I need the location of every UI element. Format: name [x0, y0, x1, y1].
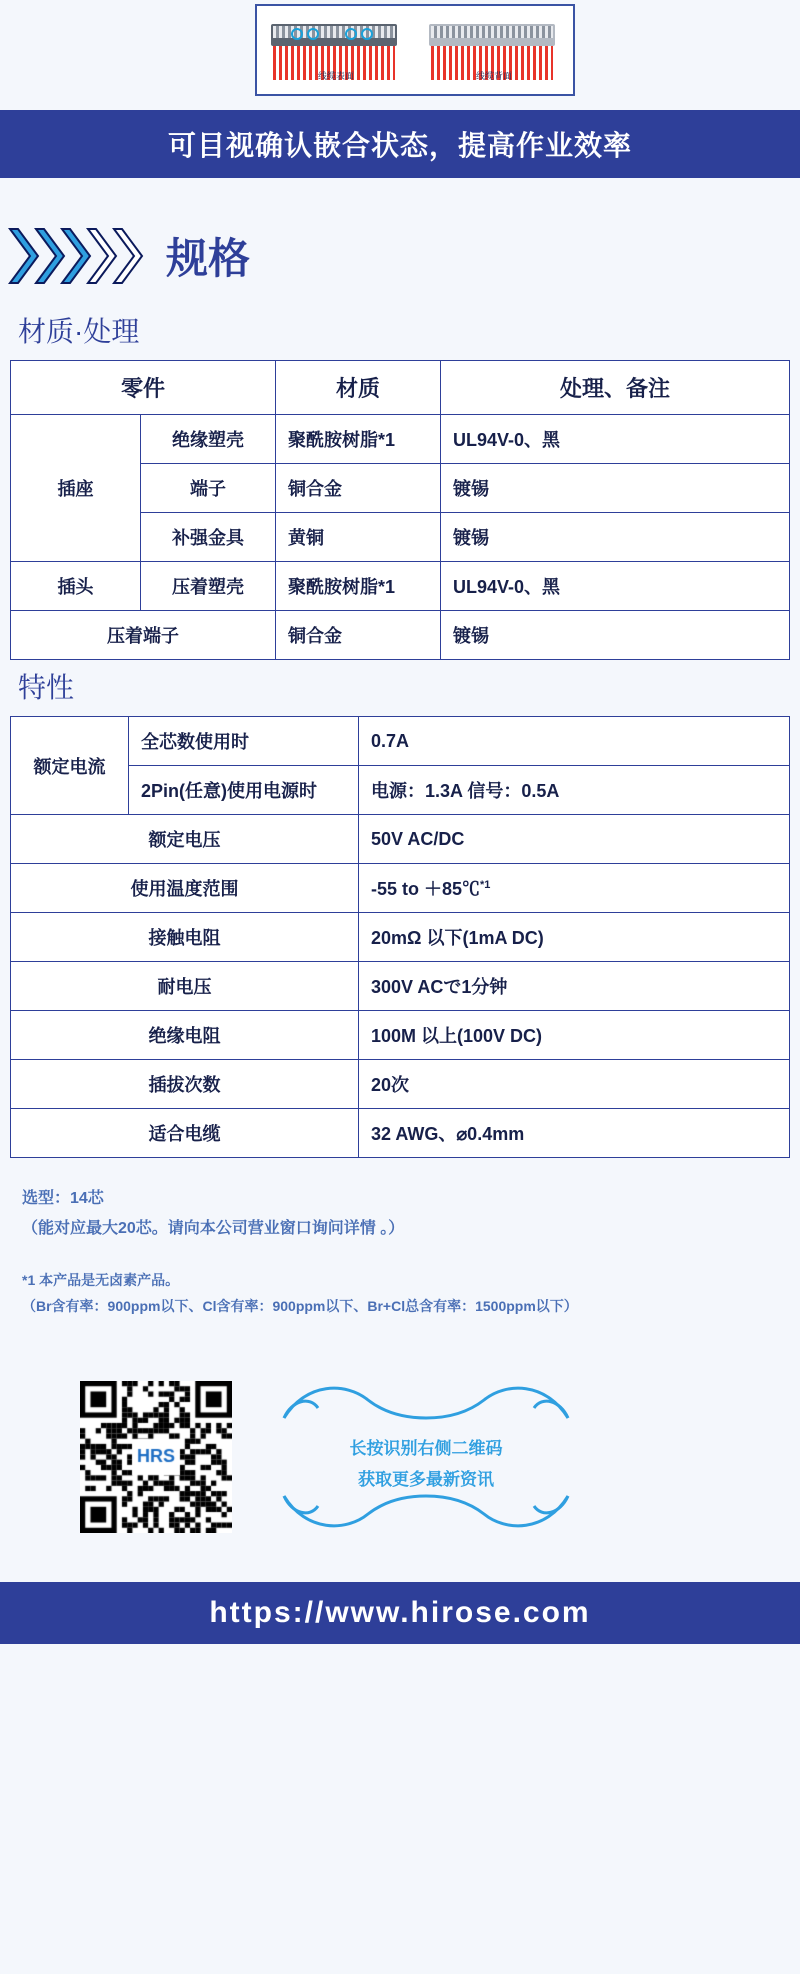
cell-value: 32 AWG、⌀0.4mm	[359, 1109, 790, 1158]
cell-group: 压着端子	[11, 611, 276, 660]
cell-part: 补强金具	[141, 513, 276, 562]
cell-material: 聚酰胺树脂*1	[276, 562, 441, 611]
cell-group: 插座	[11, 415, 141, 562]
cell-value: 300V ACで1分钟	[359, 962, 790, 1011]
footer-url: https://www.hirose.com	[209, 1595, 591, 1629]
cell-value: 100M 以上(100V DC)	[359, 1011, 790, 1060]
cell-label: 绝缘电阻	[11, 1011, 359, 1060]
cell-label: 耐电压	[11, 962, 359, 1011]
footnote-line-2: （Br含有率：900ppm以下、Cl含有率：900ppm以下、Br+Cl总含有率：1500ppm以下）	[22, 1298, 578, 1315]
hero-right-caption: 线缆背面	[475, 71, 512, 81]
cell-label: 适合电缆	[11, 1109, 359, 1158]
cell-material: 铜合金	[276, 611, 441, 660]
cell-value: 电源：1.3A 信号：0.5A	[359, 766, 790, 815]
product-photo-right	[415, 6, 573, 94]
cell-sub: 2Pin(任意)使用电源时	[129, 766, 359, 815]
cell-material: 黄铜	[276, 513, 441, 562]
cell-part: 端子	[141, 464, 276, 513]
cell-value: 50V AC/DC	[359, 815, 790, 864]
flourish-top-icon	[276, 1378, 576, 1424]
cell-treatment: UL94V-0、黑	[441, 415, 790, 464]
table-row	[11, 415, 790, 464]
qr-code-canvas	[80, 1381, 232, 1533]
flourish-bottom-icon	[276, 1490, 576, 1536]
cell-value-text: -55 to ＋85℃	[371, 879, 481, 899]
chevron-right-icon	[112, 227, 146, 285]
table-row	[11, 1109, 790, 1158]
cell-treatment: 镀锡	[441, 611, 790, 660]
qr-caption-line-1: 长按识别右侧二维码	[349, 1438, 503, 1458]
cell-value: 0.7A	[359, 717, 790, 766]
product-photo-card	[255, 4, 575, 96]
table-row	[11, 1011, 790, 1060]
footnote-line-1: *1 本产品是无卤素产品。	[22, 1271, 180, 1288]
cell-value: 20次	[359, 1060, 790, 1109]
table-row	[11, 864, 790, 913]
note-line-1: 选型：14芯	[22, 1190, 104, 1207]
hero-left-caption: 线缆表面	[317, 71, 354, 81]
table-row	[11, 717, 790, 766]
chevron-group-icon	[8, 227, 138, 285]
material-table	[10, 360, 790, 660]
cell-material: 铜合金	[276, 464, 441, 513]
footnote-marker: *1	[480, 879, 491, 891]
table-row	[11, 611, 790, 660]
cell-treatment: UL94V-0、黑	[441, 562, 790, 611]
cell-value: 20mΩ 以下(1mA DC)	[359, 913, 790, 962]
cell-value	[359, 864, 790, 913]
material-heading: 材质·处理	[18, 316, 140, 347]
cell-label: 额定电流	[11, 717, 129, 815]
table-row	[11, 815, 790, 864]
cell-label: 接触电阻	[11, 913, 359, 962]
footnote-block	[0, 1245, 800, 1320]
cell-group: 插头	[11, 562, 141, 611]
qr-section	[0, 1320, 800, 1582]
product-photo-left	[257, 6, 415, 94]
col-treatment: 处理、备注	[441, 361, 790, 415]
cell-sub: 全芯数使用时	[129, 717, 359, 766]
cell-treatment: 镀锡	[441, 464, 790, 513]
section-header	[0, 178, 800, 304]
table-row	[11, 562, 790, 611]
cell-label: 使用温度范围	[11, 864, 359, 913]
col-part: 零件	[11, 361, 276, 415]
characteristics-table	[10, 716, 790, 1158]
note-line-2: （能对应最大20芯。请向本公司营业窗口询问详情 。）	[22, 1220, 405, 1238]
col-material: 材质	[276, 361, 441, 415]
cell-part: 绝缘塑壳	[141, 415, 276, 464]
connector-contacts-icon	[431, 26, 553, 38]
qr-code[interactable]	[80, 1381, 232, 1533]
page-title: 规格	[166, 235, 251, 282]
notes-block	[0, 1158, 800, 1245]
table-header-row	[11, 361, 790, 415]
hero-image-area	[0, 0, 800, 110]
table-row	[11, 913, 790, 962]
cell-label: 额定电压	[11, 815, 359, 864]
headline-banner	[0, 110, 800, 178]
cell-material: 聚酰胺树脂*1	[276, 415, 441, 464]
qr-caption	[266, 1434, 586, 1495]
highlight-circles-icon	[287, 28, 383, 42]
headline-text: 可目视确认嵌合状态，提高作业效率	[167, 130, 632, 161]
footer-url-bar[interactable]	[0, 1582, 800, 1644]
qr-caption-line-2: 获取更多最新资讯	[358, 1469, 494, 1489]
cell-treatment: 镀锡	[441, 513, 790, 562]
material-table-wrap	[0, 360, 800, 660]
table-row	[11, 1060, 790, 1109]
characteristics-heading: 特性	[18, 672, 75, 703]
table-row	[11, 962, 790, 1011]
cell-label: 插拔次数	[11, 1060, 359, 1109]
qr-caption-area	[266, 1372, 800, 1542]
cell-part: 压着塑壳	[141, 562, 276, 611]
characteristics-table-wrap	[0, 716, 800, 1158]
